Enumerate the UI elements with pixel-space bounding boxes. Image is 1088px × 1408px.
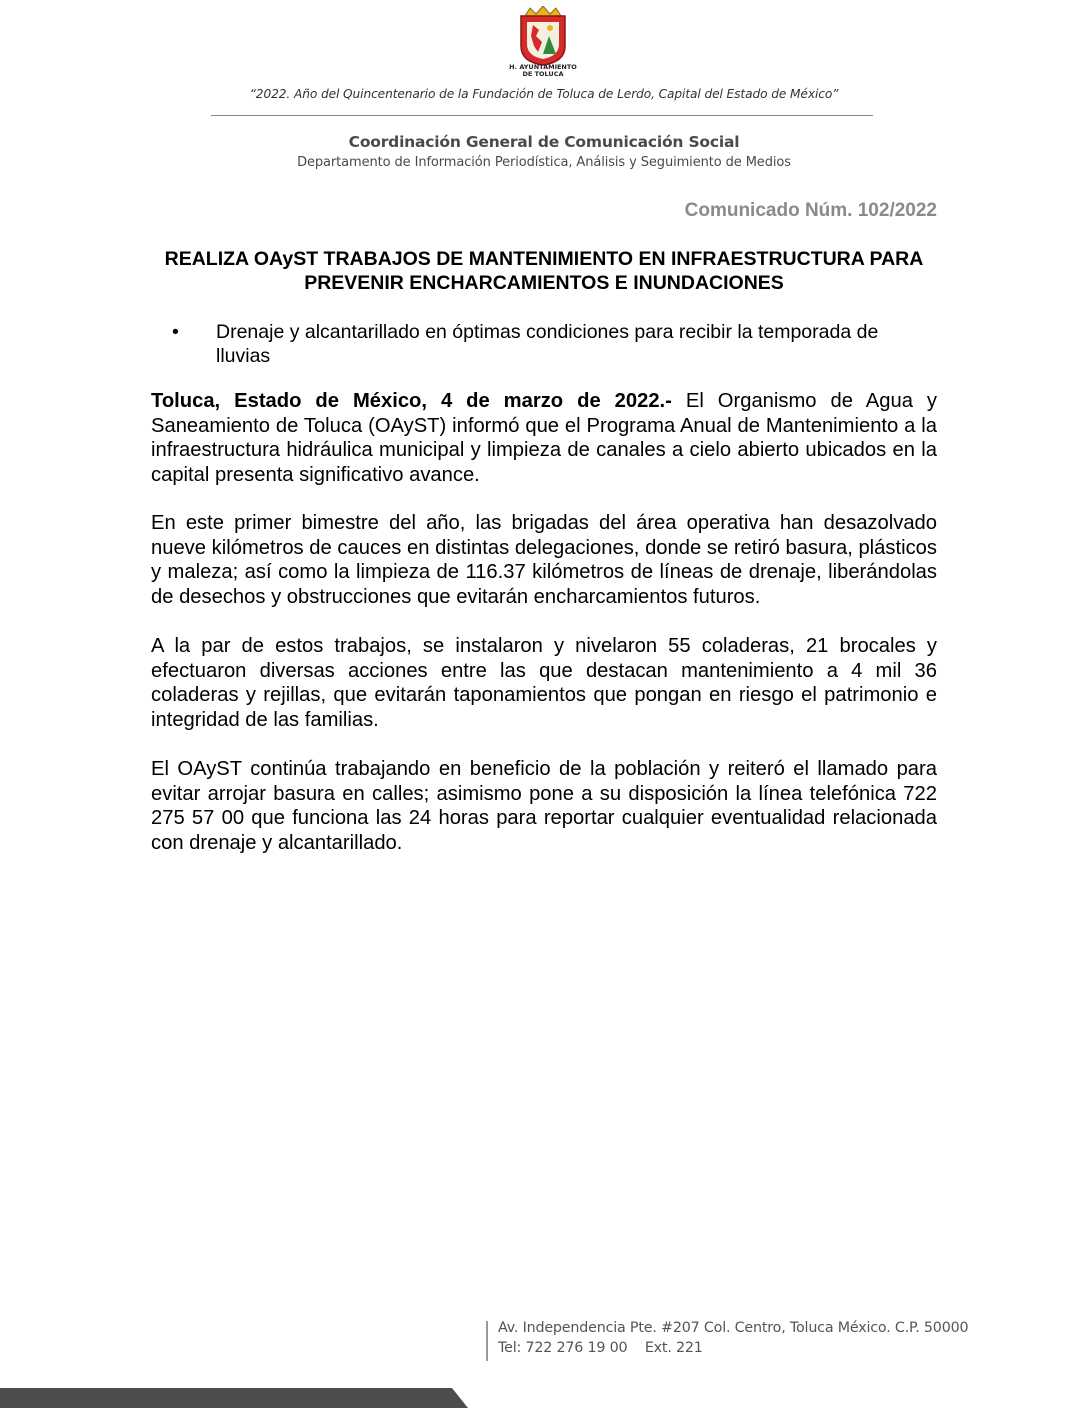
dateline: Toluca, Estado de México, 4 de marzo de 2022.- — [151, 390, 672, 412]
paragraph-1 — [151, 389, 937, 487]
bullet-icon: • — [172, 321, 179, 343]
bullet-point — [172, 320, 912, 368]
communique-number: Comunicado Núm. 102/2022 — [684, 200, 937, 221]
motto: “2022. Año del Quincentenario de la Fundación de Toluca de Lerdo, Capital del Estado de México” — [249, 87, 839, 101]
footer-divider — [486, 1321, 488, 1361]
footer-band — [0, 1388, 1088, 1408]
footer-phone: Tel: 722 276 19 00 — [498, 1340, 628, 1356]
department-title: Coordinación General de Comunicación Social — [348, 133, 740, 151]
paragraph-4: El OAyST continúa trabajando en beneficio de la población y reiteró el llamado para evitar arrojar basura en calles; asimismo pone a su disposición la línea telefónica 722 275 57 00 que funciona las 24 horas para reportar cualquier eventualidad relacionada con drenaje y alcantarillado. — [151, 758, 937, 854]
department-subtitle: Departamento de Información Periodística, Análisis y Seguimiento de Medios — [297, 155, 791, 170]
paragraph-2: En este primer bimestre del año, las brigadas del área operativa han desazolvado nueve kilómetros de cauces en distintas delegaciones, donde se retiró basura, plásticos y maleza; así como la limpieza de 116.37 kilómetros de líneas de drenaje, liberándolas de desechos y obstrucciones que evitarán encharcamientos futuros. — [151, 512, 937, 608]
footer-address: Av. Independencia Pte. #207 Col. Centro, Toluca México. C.P. 50000 — [498, 1320, 969, 1336]
footer-extension: Ext. 221 — [644, 1340, 703, 1356]
footer-phone-line — [498, 1340, 703, 1356]
paragraph-1-text: El Organismo de Agua y Saneamiento de Toluca (OAyST) informó que el Programa Anual de Mantenimiento a la infraestructura hidráulica municipal y limpieza de canales a cielo abierto ubicados en la capital presenta significativo avance. — [151, 390, 938, 486]
headline: REALIZA OAyST TRABAJOS DE MANTENIMIENTO EN INFRAESTRUCTURA PARA PREVENIR ENCHARCAMIENTOS E INUNDACIONES — [164, 248, 924, 294]
bullet-text: Drenaje y alcantarillado en óptimas condiciones para recibir la temporada de lluvias — [216, 321, 879, 367]
logo-caption: H. AYUNTAMIENTO DE TOLUCA — [509, 63, 577, 78]
header-divider — [211, 115, 873, 116]
paragraph-3: A la par de estos trabajos, se instalaron y nivelaron 55 coladeras, 21 brocales y efectuaron diversas acciones entre las que destacan mantenimiento a 4 mil 36 coladeras y rejillas, que evitarán taponamientos que pongan en riesgo el patrimonio e integridad de las familias. — [151, 635, 937, 731]
